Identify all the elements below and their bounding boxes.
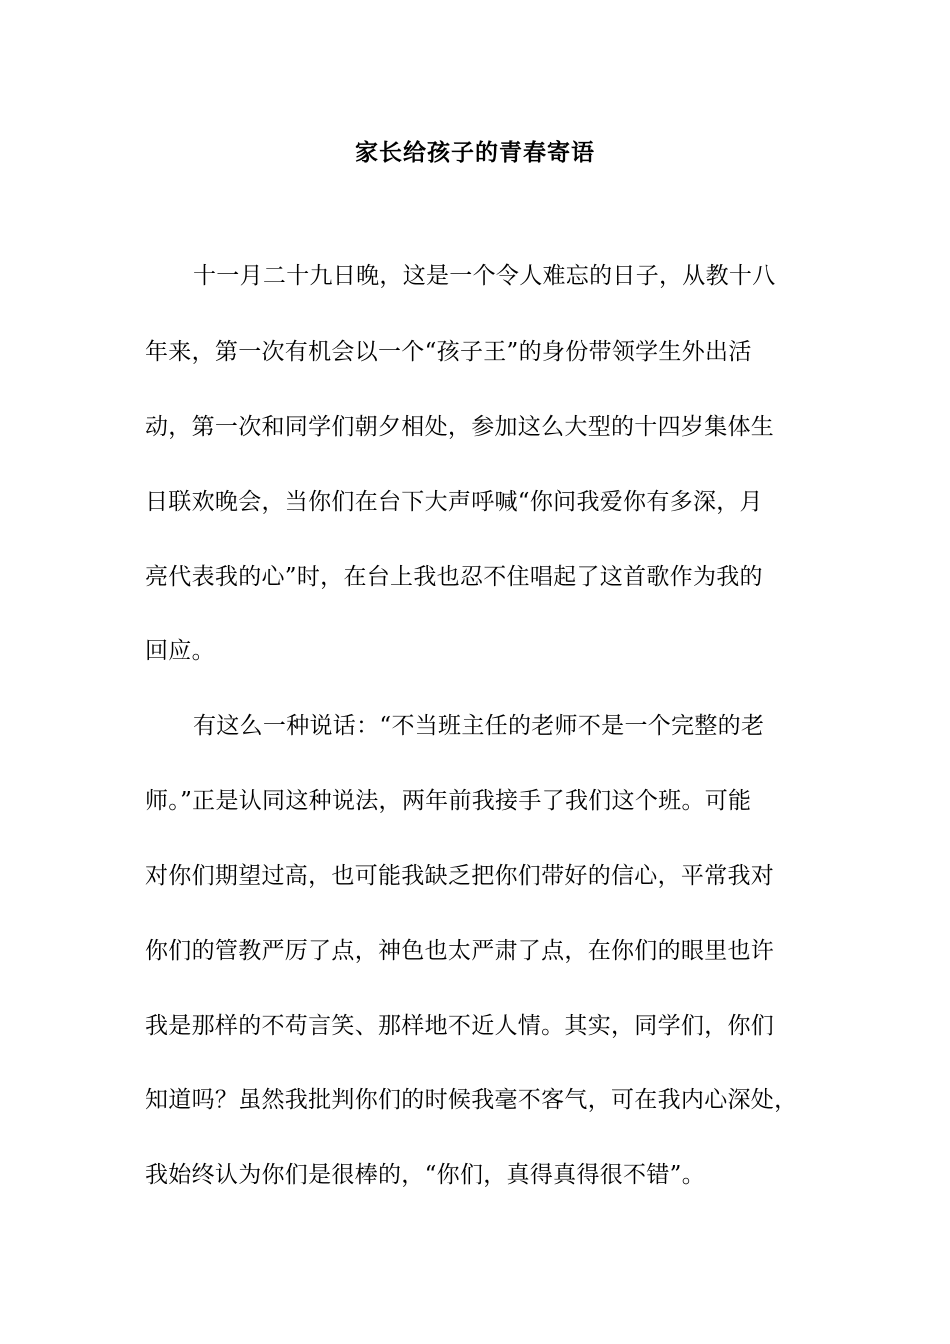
paragraph-1-line-4: 日联欢晚会，当你们在台下大声呼喊“你问我爱你有多深，月 <box>145 489 763 515</box>
paragraph-2-line-2: 师。”正是认同这种说法，两年前我接手了我们这个班。可能 <box>145 788 752 814</box>
paragraph-2-line-4: 你们的管教严厉了点，神色也太严肃了点，在你们的眼里也许 <box>145 938 775 964</box>
paragraph-1-line-1: 十一月二十九日晚，这是一个令人难忘的日子，从教十八 <box>193 263 776 289</box>
paragraph-2-line-6: 知道吗？虽然我批判你们的时候我毫不客气，可在我内心深处， <box>145 1087 798 1113</box>
paragraph-2-line-7: 我始终认为你们是很棒的，“你们，真得真得很不错”。 <box>145 1162 706 1188</box>
paragraph-2-line-5: 我是那样的不苟言笑、那样地不近人情。其实，同学们，你们 <box>145 1013 775 1039</box>
paragraph-1-line-3: 动，第一次和同学们朝夕相处，参加这么大型的十四岁集体生 <box>145 414 775 440</box>
paragraph-2-line-3: 对你们期望过高，也可能我缺乏把你们带好的信心，平常我对 <box>145 863 775 889</box>
document-title: 家长给孩子的青春寄语 <box>355 139 595 166</box>
paragraph-1-line-2: 年来，第一次有机会以一个“孩子王”的身份带领学生外出活 <box>145 339 752 365</box>
paragraph-1-line-6: 回应。 <box>145 638 215 664</box>
paragraph-1-line-5: 亮代表我的心”时，在台上我也忍不住唱起了这首歌作为我的 <box>145 564 763 590</box>
paragraph-2-line-1: 有这么一种说话：“不当班主任的老师不是一个完整的老 <box>193 713 765 739</box>
